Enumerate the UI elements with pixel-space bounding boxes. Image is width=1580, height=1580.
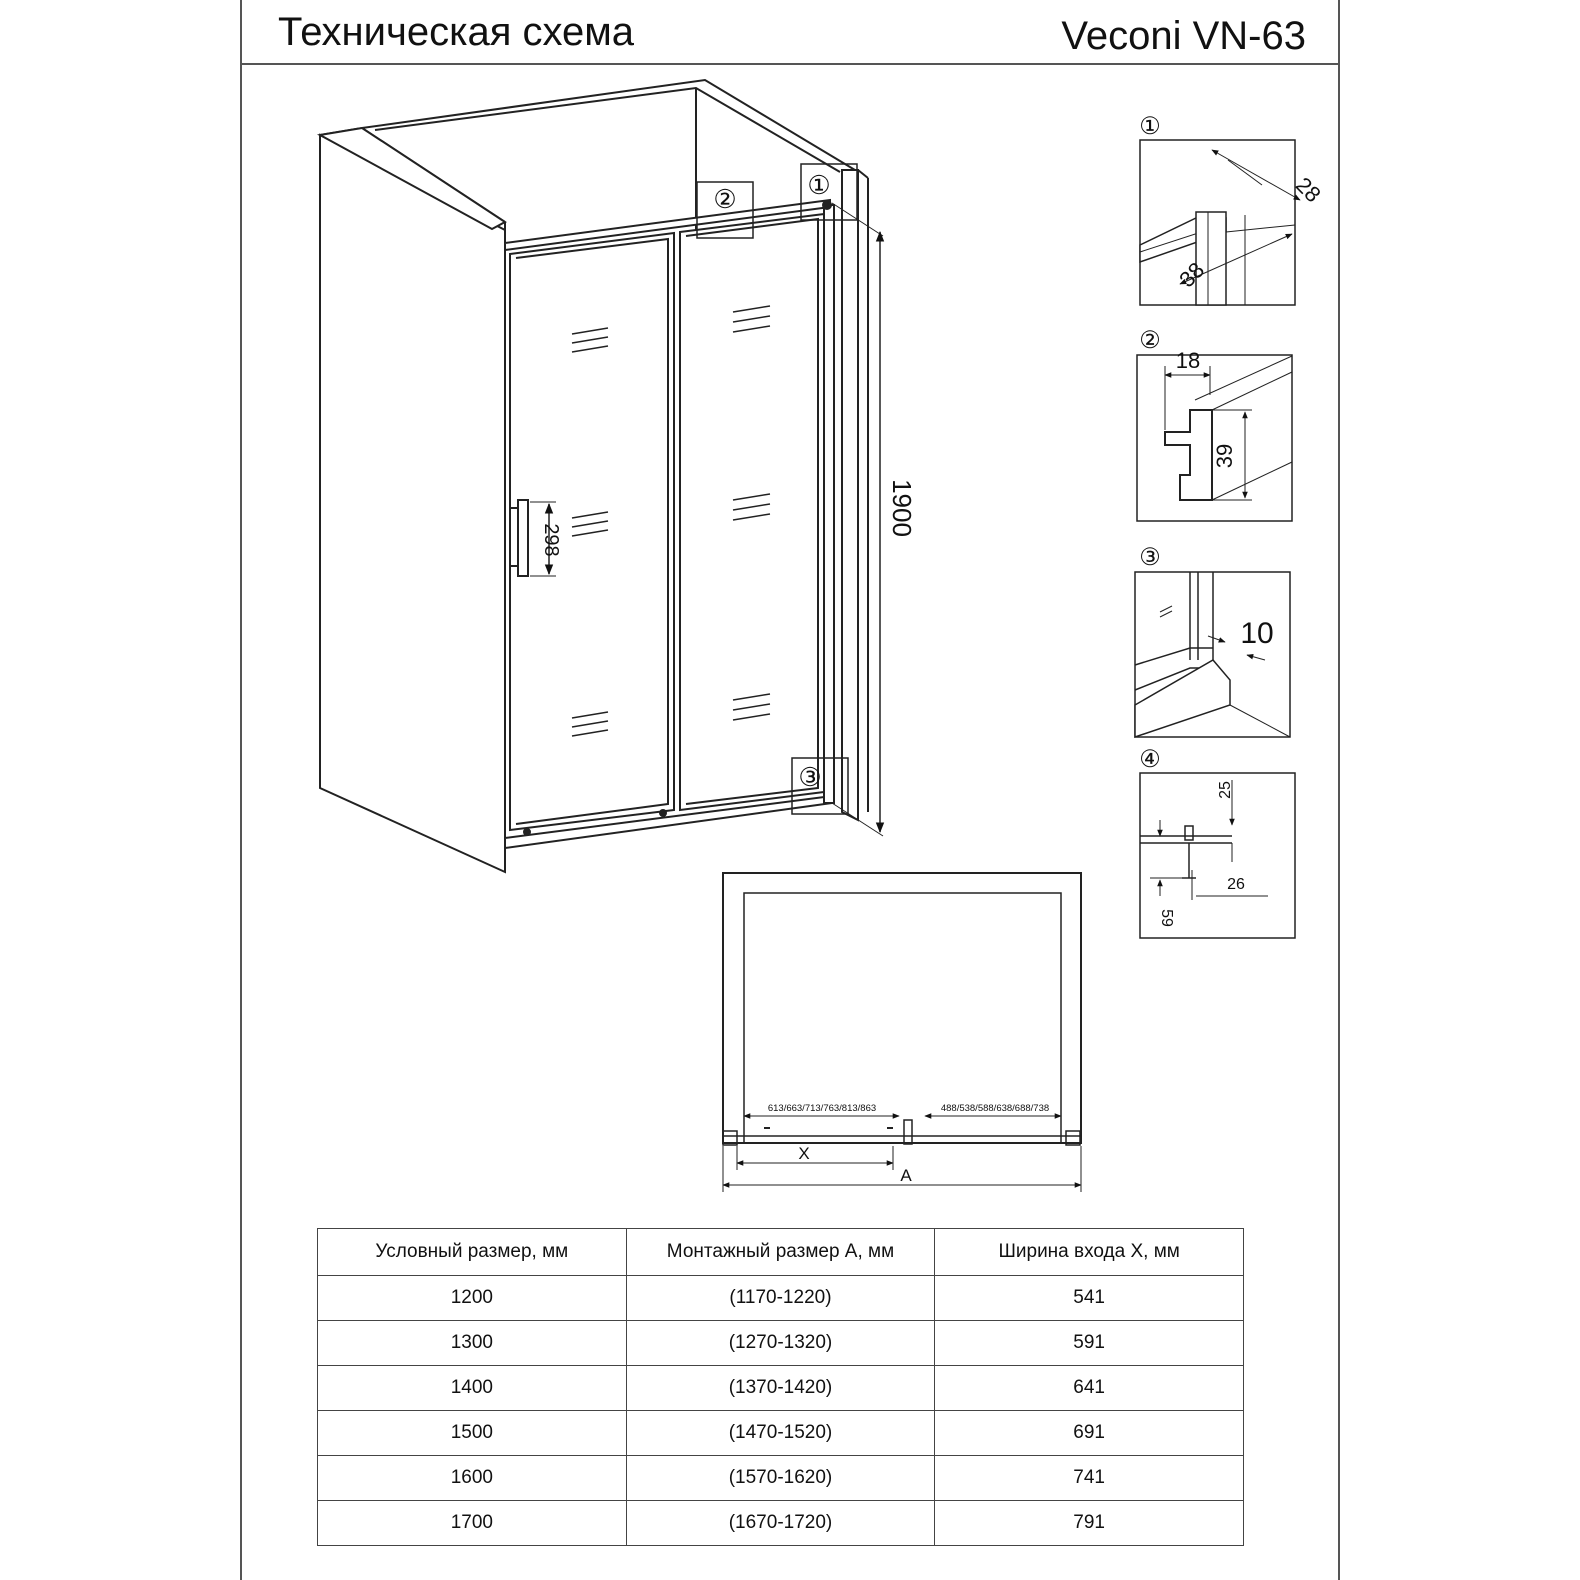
nominal-size-cell: 1600 (318, 1456, 627, 1501)
enclosure-3d-view (320, 80, 883, 872)
mounting-size-cell: (1670-1720) (626, 1501, 935, 1546)
size-table (317, 1228, 1244, 1546)
detail-2-dim-18: 18 (1175, 348, 1201, 373)
handle-dimension-label: 298 (540, 523, 562, 557)
entrance-width-cell: 541 (935, 1276, 1244, 1321)
detail-4-dim-25: 25 (1217, 781, 1234, 799)
mounting-size-cell: (1470-1520) (626, 1411, 935, 1456)
table-row (318, 1501, 1244, 1546)
table-row (318, 1411, 1244, 1456)
detail-2-marker: ② (1139, 327, 1161, 354)
table-row (318, 1366, 1244, 1411)
detail-1-dim-38: 38 (1174, 257, 1210, 293)
detail-1-dim-28: 28 (1290, 172, 1326, 208)
plan-view (723, 873, 1081, 1192)
callout-1: ① (807, 170, 831, 200)
detail-4-dim-26: 26 (1227, 876, 1245, 893)
detail-4-marker: ④ (1139, 746, 1161, 773)
fixed-panel (680, 214, 824, 810)
header-mounting-size: Монтажный размер A, мм (626, 1229, 935, 1276)
mounting-size-cell: (1170-1220) (626, 1276, 935, 1321)
header-entrance-width: Ширина входа X, мм (935, 1229, 1244, 1276)
sliding-door (510, 233, 674, 830)
height-dimension-label: 1900 (887, 479, 917, 537)
mounting-size-cell: (1370-1420) (626, 1366, 935, 1411)
page-title: Техническая схема (278, 10, 635, 54)
door-handle (518, 500, 528, 576)
callout-2: ② (713, 184, 737, 214)
detail-3-marker: ③ (1139, 544, 1161, 571)
left-wall (320, 135, 505, 872)
right-wall (842, 170, 858, 820)
header-nominal-size: Условный размер, мм (318, 1229, 627, 1276)
mounting-size-label: A (900, 1166, 912, 1185)
detail-3-dim-10: 10 (1240, 617, 1274, 650)
entrance-width-label: X (798, 1144, 810, 1163)
table-row (318, 1456, 1244, 1501)
entrance-width-cell: 741 (935, 1456, 1244, 1501)
detail-3 (1135, 572, 1290, 737)
detail-4-dim-59: 59 (1158, 909, 1175, 927)
door-dimensions: 488/538/588/638/688/738 (940, 1103, 1050, 1114)
entrance-width-cell: 691 (935, 1411, 1244, 1456)
table-header-row (318, 1229, 1244, 1276)
fixed-panel-dimensions: 613/663/713/763/813/863 (767, 1103, 877, 1114)
entrance-width-cell: 591 (935, 1321, 1244, 1366)
nominal-size-cell: 1500 (318, 1411, 627, 1456)
detail-1 (1140, 140, 1300, 305)
entrance-width-cell: 791 (935, 1501, 1244, 1546)
table-row (318, 1321, 1244, 1366)
callout-3: ③ (798, 762, 822, 792)
nominal-size-cell: 1400 (318, 1366, 627, 1411)
detail-2-dim-39: 39 (1212, 443, 1237, 469)
model-name: Veconi VN-63 (1061, 14, 1306, 58)
detail-1-marker: ① (1139, 113, 1161, 140)
table-row (318, 1276, 1244, 1321)
entrance-width-cell: 641 (935, 1366, 1244, 1411)
detail-2 (1137, 355, 1292, 521)
mounting-size-cell: (1270-1320) (626, 1321, 935, 1366)
mounting-size-cell: (1570-1620) (626, 1456, 935, 1501)
nominal-size-cell: 1200 (318, 1276, 627, 1321)
nominal-size-cell: 1700 (318, 1501, 627, 1546)
nominal-size-cell: 1300 (318, 1321, 627, 1366)
